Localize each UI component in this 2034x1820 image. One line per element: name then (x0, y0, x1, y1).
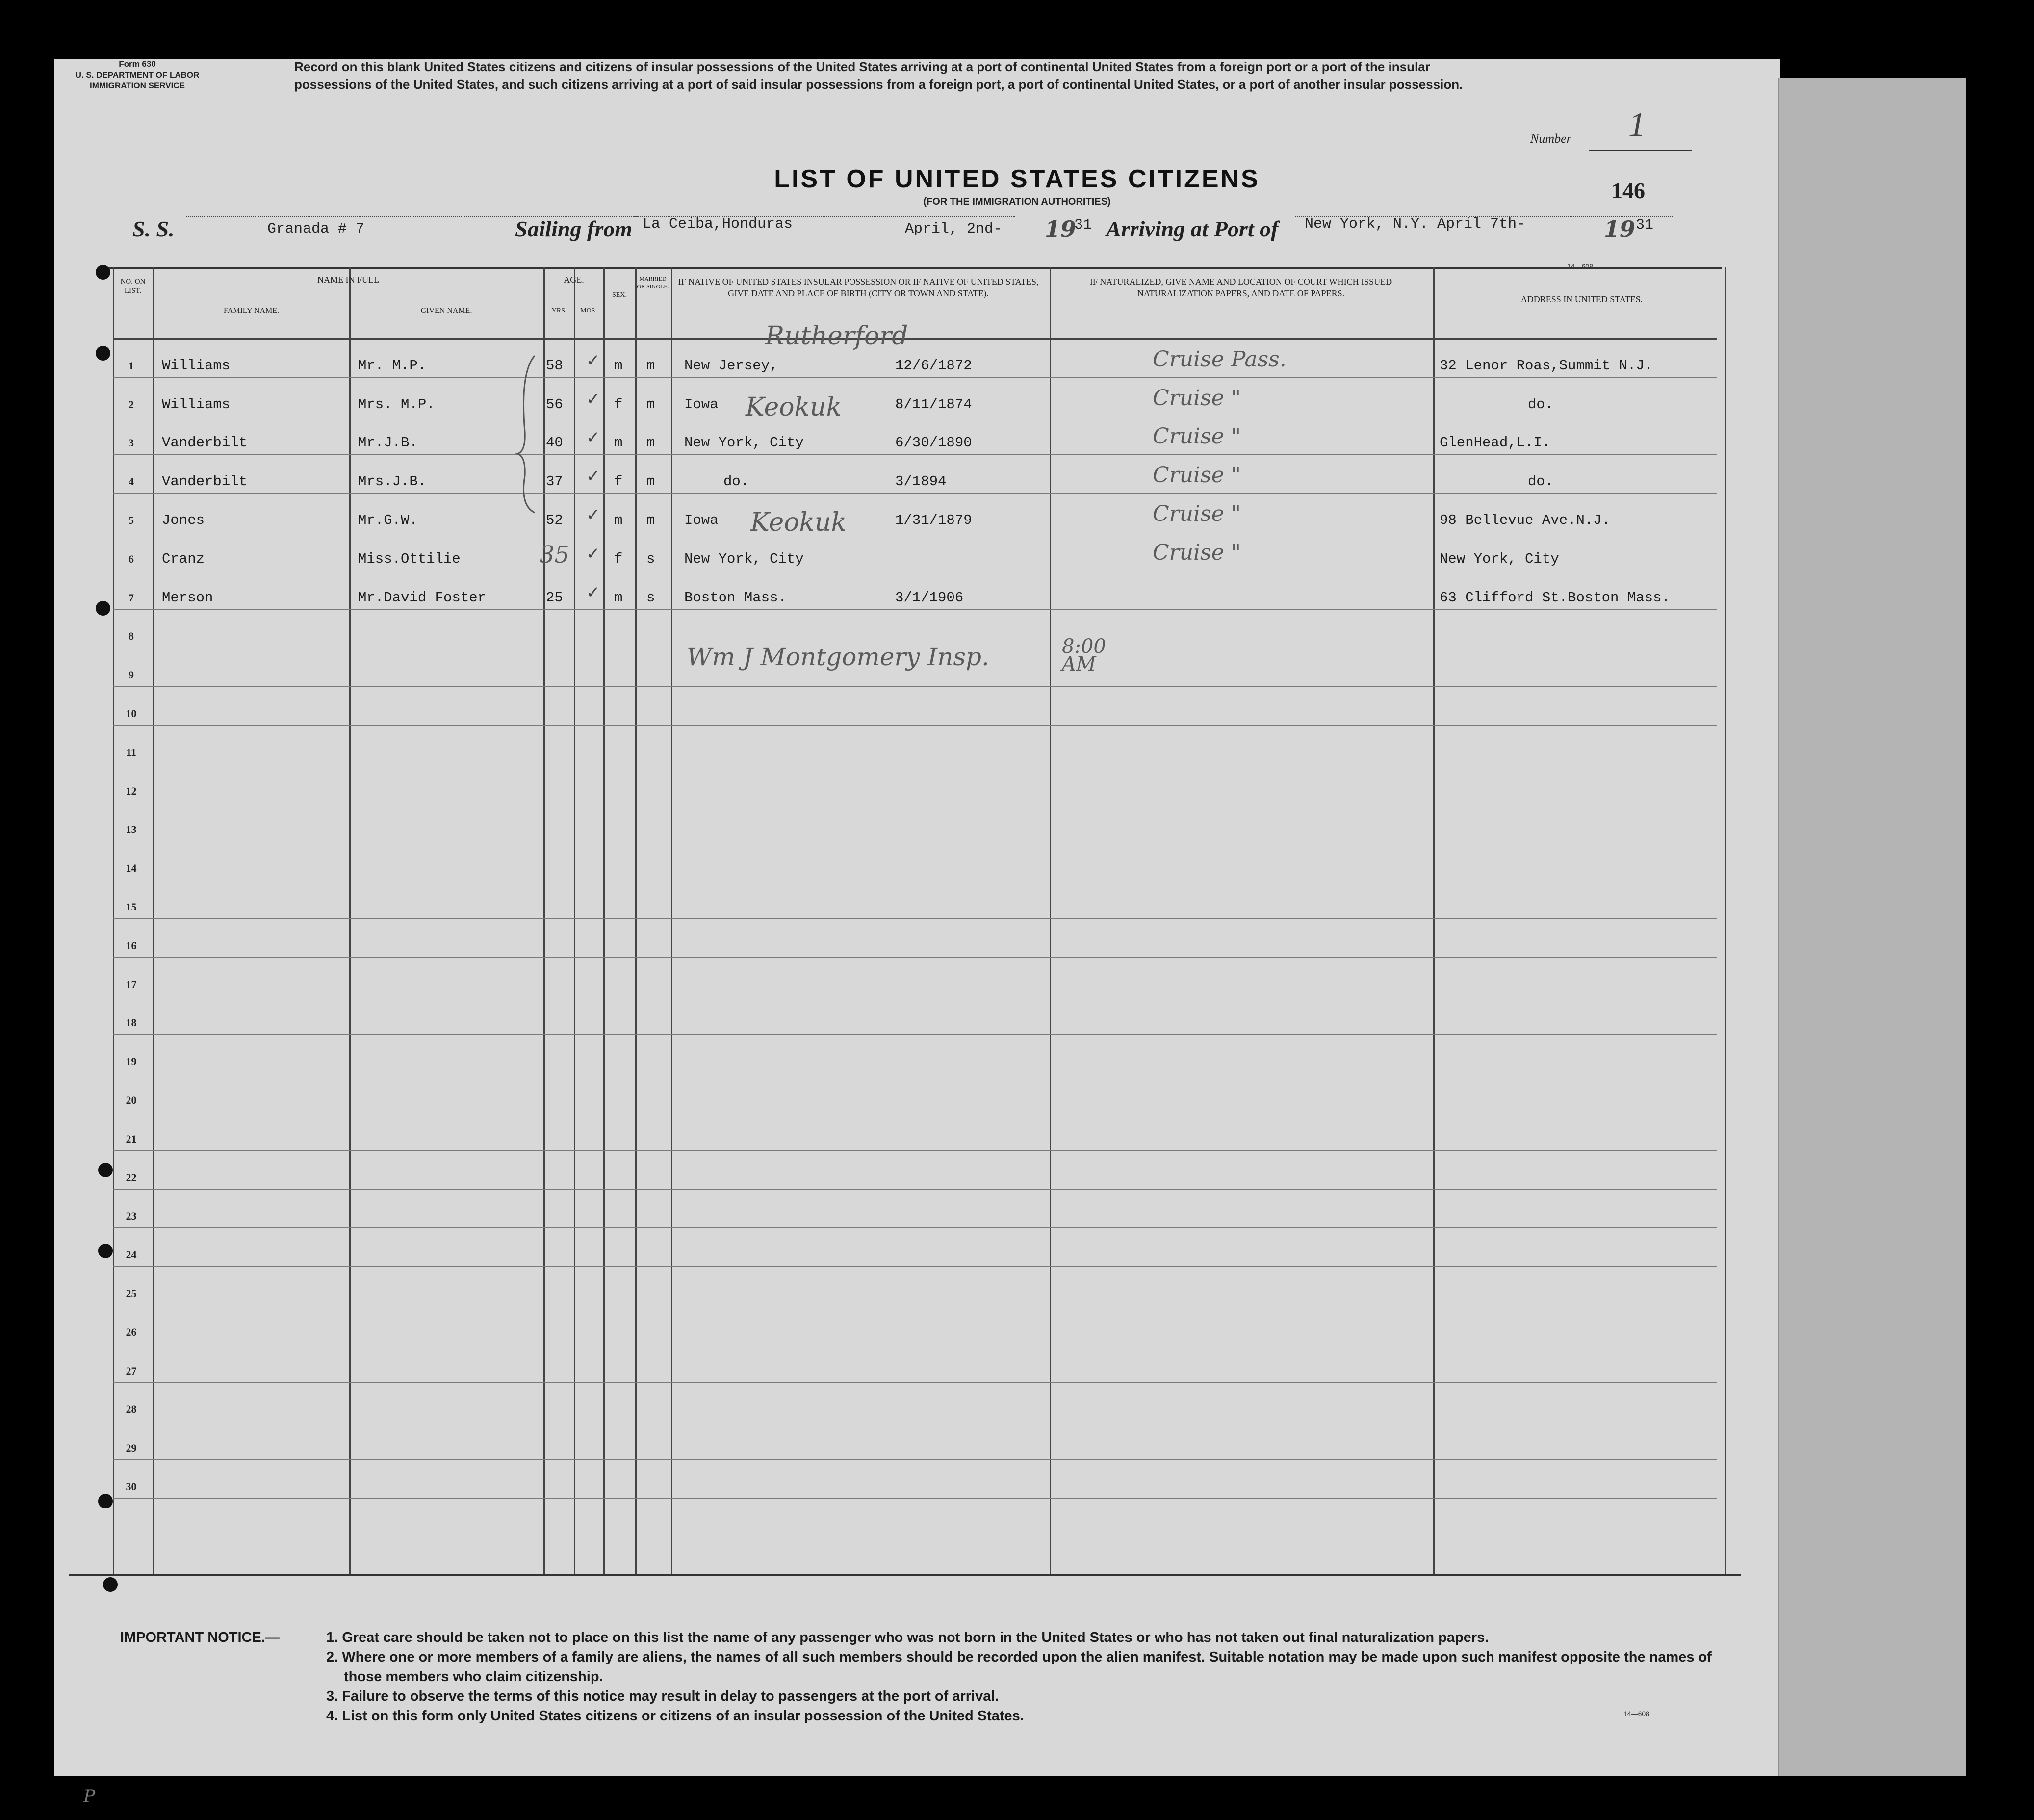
header-age: AGE. (564, 275, 584, 285)
table-bottom-rule (69, 1574, 1741, 1576)
row-rule (113, 957, 1717, 958)
header-address: ADDRESS IN UNITED STATES. (1520, 294, 1643, 304)
header-name-in-full: NAME IN FULL (317, 275, 379, 285)
age-years: 37 (546, 473, 563, 490)
row-number: 13 (126, 823, 137, 836)
naturalization: Cruise " (1153, 540, 1241, 565)
row-number: 9 (129, 669, 134, 681)
row-number: 18 (126, 1016, 137, 1029)
handwritten-birthplace-2: Keokuk (746, 392, 842, 422)
table-column-rule (603, 267, 605, 1575)
print-code-top: 14—608 (1567, 262, 1593, 270)
arriving-year: 31 (1636, 217, 1654, 234)
row-rule (113, 1459, 1717, 1460)
punch-hole (98, 1244, 113, 1258)
given-name: Mrs.J.B. (358, 473, 427, 490)
row-number: 2 (129, 398, 134, 411)
us-address: do. (1528, 396, 1554, 413)
family-name: Cranz (162, 550, 205, 567)
naturalization: Cruise " (1153, 424, 1241, 449)
family-name: Vanderbilt (162, 435, 248, 451)
given-name: Mr.David Foster (358, 589, 487, 606)
given-name: Mrs. M.P. (358, 396, 435, 413)
inspector-signature: Wm J Montgomery Insp. (687, 643, 989, 671)
age-years: 56 (546, 396, 563, 413)
row-rule (113, 1034, 1717, 1035)
age-years: 58 (546, 357, 563, 374)
row-rule (113, 493, 1717, 494)
row-number: 15 (126, 901, 137, 913)
row-rule (113, 1150, 1717, 1151)
row-rule (113, 918, 1717, 919)
family-name: Jones (162, 512, 205, 528)
sex: m (614, 512, 623, 528)
service-name: IMMIGRATION SERVICE (90, 81, 185, 90)
marital-status: s (646, 550, 655, 567)
table-column-rule (349, 267, 351, 1575)
ss-label: S. S. (132, 216, 175, 241)
voyage-line (132, 216, 1702, 245)
check-mark-icon: ✓ (586, 582, 600, 602)
sailing-label: Sailing from (515, 216, 633, 241)
us-address: 98 Bellevue Ave.N.J. (1440, 512, 1611, 528)
sex: m (614, 357, 623, 374)
header-family-name: FAMILY NAME. (223, 307, 280, 315)
check-mark-icon: ✓ (586, 389, 600, 409)
row-rule (113, 725, 1717, 726)
arriving-port: New York, N.Y. April 7th- (1305, 216, 1526, 233)
row-rule (113, 1498, 1717, 1499)
punch-hole (98, 1163, 113, 1177)
punch-hole (96, 346, 110, 361)
number-label: Number (1530, 131, 1571, 146)
table-column-rule (635, 267, 637, 1575)
table-column-rule (1725, 267, 1726, 1575)
family-name: Williams (162, 396, 231, 413)
punch-hole (103, 1577, 118, 1592)
sailing-from: La Ceiba,Honduras (643, 216, 793, 233)
row-rule (113, 1227, 1717, 1228)
row-rule (113, 1266, 1717, 1267)
check-mark-icon: ✓ (586, 428, 600, 448)
birthplace: Boston Mass. (684, 589, 787, 606)
row-number: 14 (126, 862, 137, 875)
naturalization: Cruise Pass. (1153, 346, 1287, 372)
punch-hole (98, 1494, 113, 1508)
row-rule (113, 686, 1717, 687)
marital-status: m (646, 512, 655, 528)
age-years: 40 (546, 435, 563, 451)
number-value: 1 (1628, 106, 1646, 144)
punch-hole (96, 601, 110, 616)
birth-date: 12/6/1872 (895, 357, 972, 374)
birthplace: New Jersey, (684, 357, 778, 374)
check-mark-icon: ✓ (586, 505, 600, 525)
notice-item: 3. Failure to observe the terms of this notice may result in delay to passengers at the port of arrival. (326, 1689, 999, 1704)
birth-date: 3/1894 (895, 473, 947, 490)
sex: f (614, 396, 623, 413)
header-sex: SEX. (612, 291, 627, 299)
given-name: Mr.G.W. (358, 512, 418, 528)
form-identifier (74, 59, 201, 91)
row-number: 25 (126, 1287, 137, 1300)
notice-item: 2. Where one or more members of a family are aliens, the names of all such members should be recorded upon the alien manifest. Suitable notation may be made upon such manifest opposite the names of those members who claim citizenship. (326, 1649, 1712, 1685)
corner-mark: P (83, 1787, 96, 1807)
birthplace: New York, City (684, 550, 804, 567)
sailing-year: 31 (1074, 217, 1092, 234)
birth-date: 8/11/1874 (895, 396, 972, 413)
notice-item: 1. Great care should be taken not to place on this list the name of any passenger who was not born in the United States or who has not taken out final naturalization papers. (326, 1630, 1489, 1645)
table-column-rule (153, 267, 154, 1575)
arriving-year-prefix: 19 (1604, 216, 1636, 242)
row-number: 3 (129, 437, 134, 449)
row-number: 12 (126, 784, 137, 797)
birth-date: 3/1/1906 (895, 589, 964, 606)
notice-lead: IMPORTANT NOTICE.— (120, 1630, 280, 1645)
marital-status: m (646, 357, 655, 374)
family-name: Vanderbilt (162, 473, 248, 490)
table-column-rule (1433, 267, 1435, 1575)
inspector-time: 8:00 AM (1062, 635, 1106, 676)
age-years: 35 (540, 541, 570, 569)
table-column-rule (1050, 267, 1051, 1575)
naturalization: Cruise " (1153, 385, 1241, 411)
birth-date: 6/30/1890 (895, 435, 972, 451)
row-number: 26 (126, 1326, 137, 1338)
arriving-label: Arriving at Port of (1106, 216, 1279, 241)
ship-name: Granada # 7 (267, 221, 365, 237)
underlying-page (1778, 78, 1966, 1776)
sex: m (614, 435, 623, 451)
print-code: 14—608 (1623, 1710, 1649, 1717)
row-number: 10 (126, 707, 137, 720)
birthplace: Iowa (684, 512, 719, 528)
given-name: Mr. M.P. (358, 357, 427, 374)
row-number: 17 (126, 978, 137, 990)
handwritten-birthplace-5: Keokuk (750, 508, 847, 537)
check-mark-icon: ✓ (586, 350, 600, 370)
sex: m (614, 589, 623, 606)
family-name: Williams (162, 357, 231, 374)
row-number: 24 (126, 1248, 137, 1261)
header-birth: IF NATIVE OF UNITED STATES INSULAR POSSESSION OR IF NATIVE OF UNITED STATES, GIVE DATE AND PLACE OF BIRTH (CITY OR TOWN AND STATE). (678, 277, 1039, 298)
table-column-rule (113, 267, 114, 1575)
us-address: 32 Lenor Roas,Summit N.J. (1440, 357, 1653, 374)
row-rule (113, 1382, 1717, 1383)
row-number: 20 (126, 1094, 137, 1106)
table-column-rule (671, 267, 672, 1575)
marital-status: s (646, 589, 655, 606)
us-address: 63 Clifford St.Boston Mass. (1440, 589, 1670, 606)
handwritten-birthplace-1: Rutherford (765, 321, 908, 351)
row-number: 22 (126, 1171, 137, 1184)
row-number: 21 (126, 1132, 137, 1145)
us-address: do. (1528, 473, 1554, 490)
naturalization: Cruise " (1153, 501, 1241, 526)
row-rule (113, 377, 1717, 378)
marital-status: m (646, 396, 655, 413)
row-rule (113, 609, 1717, 610)
birthplace: do. (723, 473, 749, 490)
row-number: 8 (129, 630, 134, 643)
number-underline (1589, 150, 1692, 151)
header-bottom-rule (113, 338, 1717, 340)
punch-hole (96, 265, 110, 280)
row-number: 16 (126, 939, 137, 952)
notice-item: 4. List on this form only United States citizens or citizens of an insular possession of the United States. (326, 1708, 1024, 1724)
row-number: 23 (126, 1210, 137, 1222)
family-bracket (515, 353, 540, 515)
form-number: Form 630 (119, 59, 156, 69)
naturalization: Cruise " (1153, 463, 1241, 488)
marital-status: m (646, 435, 655, 451)
row-number: 5 (129, 514, 134, 526)
row-number: 19 (126, 1055, 137, 1068)
sailing-date: April, 2nd- (905, 221, 1003, 237)
header-married-or-single: MARRIED OR SINGLE. (637, 275, 669, 290)
row-number: 4 (129, 475, 134, 488)
form-instructions: Record on this blank United States citizens and citizens of insular possessions of the United States arriving at a port of continental United States from a foreign port or a port of the insular possessions of the United States, and such citizens arriving at a port of said insular possessions from a foreign port, a port of continental United States, or a port of another insular possession. (294, 59, 1463, 92)
row-number: 30 (126, 1481, 137, 1493)
page-subtitle: (FOR THE IMMIGRATION AUTHORITIES) (923, 196, 1111, 207)
header-naturalized: IF NATURALIZED, GIVE NAME AND LOCATION OF COURT WHICH ISSUED NATURALIZATION PAPERS, AND DATE OF PAPERS. (1089, 277, 1392, 298)
us-address: New York, City (1440, 550, 1559, 567)
table-column-rule (574, 267, 575, 1575)
row-number: 1 (129, 359, 134, 372)
birth-date: 1/31/1879 (895, 512, 972, 528)
given-name: Mr.J.B. (358, 435, 418, 451)
row-number: 11 (126, 746, 136, 758)
header-yrs: YRS. (551, 307, 567, 314)
family-name: Merson (162, 589, 213, 606)
sex: f (614, 473, 623, 490)
row-rule (113, 454, 1717, 455)
check-mark-icon: ✓ (586, 544, 600, 564)
age-years: 52 (546, 512, 563, 528)
department-name: U. S. DEPARTMENT OF LABOR (75, 70, 200, 79)
manuscript-number: 146 (1611, 178, 1645, 203)
row-rule (113, 1189, 1717, 1190)
row-number: 27 (126, 1364, 137, 1377)
row-number: 6 (129, 552, 134, 565)
sailing-year-prefix: 19 (1045, 216, 1077, 242)
birthplace: New York, City (684, 435, 804, 451)
table-column-rule (543, 267, 545, 1575)
age-years: 25 (546, 589, 563, 606)
header-mos: MOS. (580, 307, 597, 314)
marital-status: m (646, 473, 655, 490)
page-title: LIST OF UNITED STATES CITIZENS (774, 165, 1260, 193)
row-number: 28 (126, 1403, 137, 1416)
check-mark-icon: ✓ (586, 467, 600, 487)
row-number: 29 (126, 1442, 137, 1455)
given-name: Miss.Ottilie (358, 550, 461, 567)
header-given-name: GIVEN NAME. (420, 307, 472, 315)
row-number: 7 (129, 591, 134, 604)
birthplace: Iowa (684, 396, 719, 413)
sex: f (614, 550, 623, 567)
header-no-on-list: NO. ON LIST. (120, 278, 146, 295)
us-address: GlenHead,L.I. (1440, 435, 1551, 451)
